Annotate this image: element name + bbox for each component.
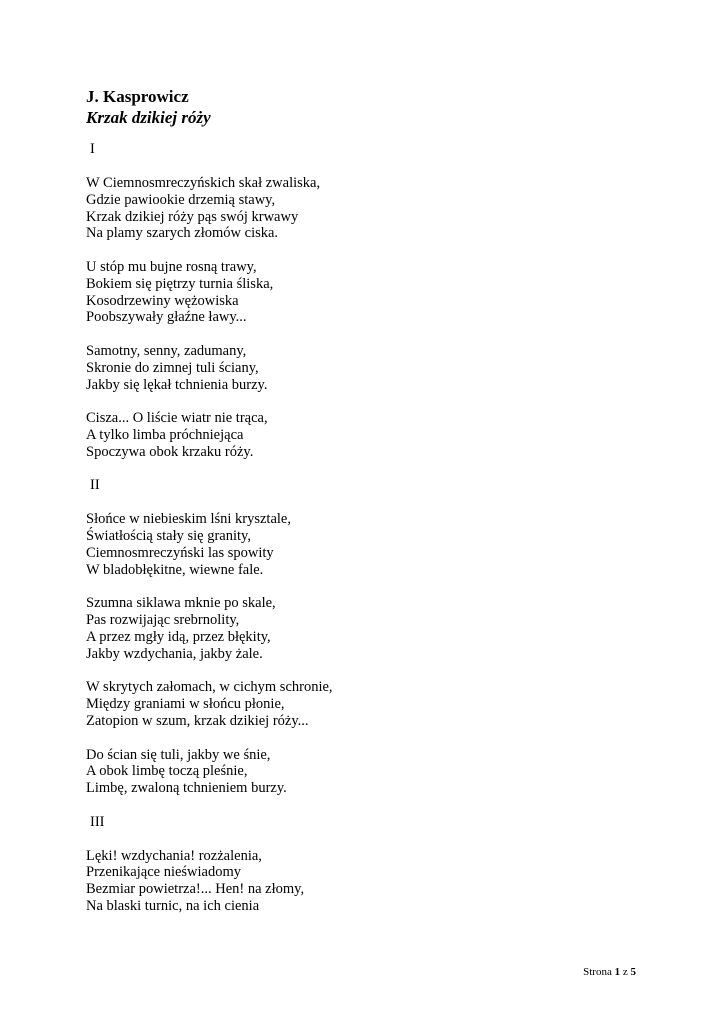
page-footer (583, 966, 636, 979)
poem-line: Krzak dzikiej róży pąs swój krwawy (86, 208, 299, 225)
part-label-1: I (90, 141, 95, 157)
stanza (86, 848, 646, 915)
poem-line: Limbę, zwaloną tchnieniem burzy. (86, 780, 287, 797)
page-of-label: z (622, 966, 628, 978)
poem-line: Ciemnosmreczyński las spowity (86, 544, 274, 561)
stanza (86, 679, 646, 729)
stanza (86, 175, 646, 242)
stanza (86, 747, 646, 797)
poem-line: A przez mgły idą, przez błękity, (86, 628, 271, 645)
part-label-3: III (90, 813, 105, 830)
poem-line: Spoczywa obok krzaku róży. (86, 443, 254, 460)
poem-line: Słońce w niebieskim lśni krysztale, (86, 511, 291, 528)
poem-line: Jakby wzdychania, jakby żale. (86, 645, 263, 662)
poem-line: Skronie do zimnej tuli ściany, (86, 359, 259, 376)
poem-line: A obok limbę toczą pleśnie, (86, 763, 248, 780)
stanza (86, 343, 646, 393)
poem-line: Poobszywały głaźne ławy... (86, 309, 247, 326)
poem-line: Samotny, senny, zadumany, (86, 342, 247, 359)
poem-author: J. Kasprowicz (86, 87, 189, 106)
poem-line: Cisza... O liście wiatr nie trąca, (86, 410, 268, 427)
poem-line: W Ciemnosmreczyńskich skał zwaliska, (86, 175, 321, 191)
poem-line: Lęki! wzdychania! rozżalenia, (86, 847, 262, 864)
poem-line: Gdzie pawiookie drzemią stawy, (86, 191, 276, 208)
poem-line: Jakby się lękał tchnienia burzy. (86, 376, 268, 393)
poem-line: Światłością stały się granity, (86, 528, 251, 545)
poem-line: Na plamy szarych złomów ciska. (86, 225, 279, 242)
poem-line: Przenikające nieświadomy (86, 864, 242, 881)
poem-content (86, 86, 646, 915)
part-label-2: II (90, 477, 100, 494)
poem-line: Pas rozwijając srebrnolity, (86, 612, 240, 629)
current-page-number: 1 (614, 966, 621, 978)
poem-line: A tylko limba próchniejąca (86, 426, 244, 443)
stanza (86, 595, 646, 662)
poem-line: Bezmiar powietrza!... Hen! na złomy, (86, 881, 305, 898)
stanza (86, 410, 646, 460)
page-label: Strona (583, 966, 612, 978)
poem-line: Zatopion w szum, krzak dzikiej róży... (86, 712, 309, 729)
stanza (86, 259, 646, 326)
poem-line: Na blaski turnic, na ich cienia (86, 898, 260, 915)
poem-line: U stóp mu bujne rosną trawy, (86, 258, 257, 275)
stanza (86, 511, 646, 578)
poem-line: Kosodrzewiny wężowiska (86, 292, 239, 309)
poem-line: Bokiem się piętrzy turnia śliska, (86, 275, 274, 292)
poem-title: Krzak dzikiej róży (86, 108, 211, 127)
poem-line: Między graniami w słońcu płonie, (86, 696, 285, 713)
poem-line: Szumna siklawa mknie po skale, (86, 595, 276, 612)
poem-line: W skrytych załomach, w cichym schronie, (86, 679, 333, 696)
poem-line: W bladobłękitne, wiewne fale. (86, 561, 264, 578)
total-page-count: 5 (630, 966, 636, 978)
poem-line: Do ścian się tuli, jakby we śnie, (86, 746, 271, 763)
